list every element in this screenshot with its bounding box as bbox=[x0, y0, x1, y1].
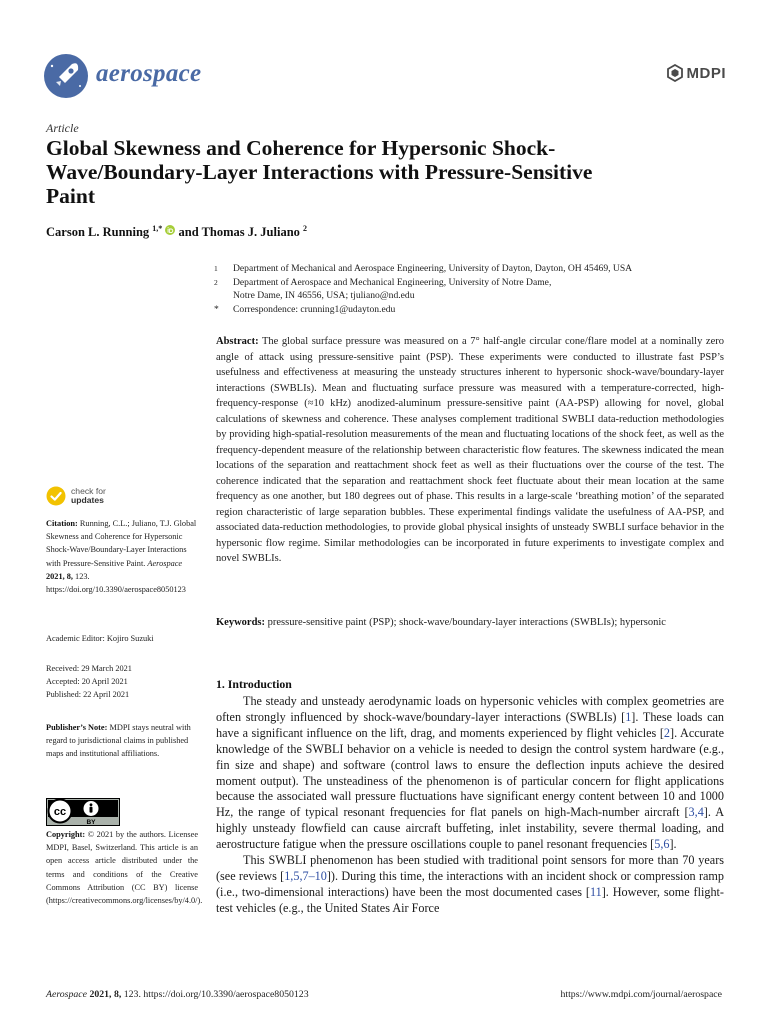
affiliation-item bbox=[214, 262, 714, 276]
copyright-text: © 2021 by the authors. Licensee MDPI, Basel, Switzerland. This article is an open access article distributed under the terms and conditions of the Creative Commons Attribution (CC BY) license (https://creativecommons.org/licenses/by/4.0/). bbox=[46, 830, 203, 906]
rocket-logo-icon bbox=[42, 52, 90, 100]
page-title: Global Skewness and Coherence for Hypersonic Shock-Wave/Boundary-Layer Interactions with Pressure-Sensitive Paint bbox=[46, 136, 593, 208]
svg-text:cc: cc bbox=[53, 806, 67, 819]
section-heading: 1. Introduction bbox=[216, 677, 292, 691]
introduction-body bbox=[216, 694, 724, 917]
orcid-icon[interactable] bbox=[165, 224, 175, 239]
citation-link[interactable]: 1,5,7–10 bbox=[284, 868, 327, 883]
footer-year-volume: 2021, 8, bbox=[89, 989, 122, 1000]
publisher-note-text: MDPI stays neutral with regard to jurisdictional claims in published maps and institutional affiliations. bbox=[46, 723, 191, 759]
citation-year-volume: 2021, 8, bbox=[46, 571, 73, 581]
citation-link[interactable]: 1 bbox=[625, 709, 632, 724]
author-name[interactable]: Carson L. Running bbox=[46, 225, 150, 240]
affiliation-item bbox=[214, 289, 714, 303]
text-run: ]. These loads can have a significant influence on the lift, drag, and moments experienced by flight vehicles [ bbox=[216, 709, 725, 740]
affiliation-mark bbox=[214, 289, 233, 303]
affiliation-text: Department of Mechanical and Aerospace Engineering, University of Dayton, Dayton, OH 45469, USA bbox=[233, 263, 633, 274]
author-list bbox=[46, 224, 307, 240]
text-run: ]. Accurate knowledge of the SWBLI behavior on a vehicle is needed to design the control system hardware (e.g., fin size and shape) and software (control laws to ensure the deflection inputs achieve the desired moment output). The unsteadiness of the phenomenon is of particular concern for flight applications because the associated wall pressure fluctuations have significant energy content between 10 and 1000 Hz, the range of typical resonant frequencies for flat panels on high-Mach-number aircraft [ bbox=[216, 725, 724, 820]
citation-link[interactable]: 5,6 bbox=[654, 837, 670, 852]
text-run: ]). During this time, the interactions with an incident shock or compression ramp (i.e., two-dimensional interactions) have been the most documented cases [ bbox=[216, 868, 724, 899]
accepted-date: Accepted: 20 April 2021 bbox=[46, 677, 128, 687]
affiliations bbox=[214, 262, 714, 316]
affiliation-item bbox=[214, 303, 714, 317]
publisher-note bbox=[46, 721, 198, 761]
footer-journal: Aerospace bbox=[46, 989, 87, 1000]
copyright-block bbox=[46, 828, 203, 907]
abstract bbox=[216, 334, 724, 567]
cc-by-license-icon[interactable] bbox=[46, 798, 120, 826]
abstract-text: The global surface pressure was measured on a 7° half-angle circular cone/flare model at a nominally zero angle of attack using pressure-sensitive paint (PSP). These experiments were conducted to illustrate fast PSP’s usefulness and effectiveness at measuring the unsteady structures inherent to hypersonic shock-wave/boundary-layer interactions (SWBLIs). Mean and fluctuating surface pressure was measured with a temperature-corrected, high-frequency-response (≈10 kHz) anodized-aluminum pressure-sensitive paint (AA-PSP) allowing for novel, global calculations of skewness and coherence. These analyses complement traditional SWBLI data-reduction methodologies by providing high-spatial-resolution measurements of the mean and fluctuating locations of the shock feet, as well as the frequency-dependent measure of the relationship between characteristic flow features. The skewness indicated the mean locations of the separation and reattachment shock feet as well as their fluctuations over the course of the test. The coherence indicated that the separation and reattachment shock feet fluctuate about their mean location at the same frequency as one another, but 180 degrees out of phase. This results in a large-scale ‘breathing motion’ of the separated region characteristic of large separation bubbles. These experimental findings validate the usefulness of AA-PSP, and associated data-reduction methodologies, to provide global physical insights of unsteady SWBLI surface behavior in the hypersonic flow regime. Similar methodologies can be incorporated in future experiments to investigate complex and novel SWBLIs. bbox=[216, 336, 724, 564]
correspondence-text: Correspondence: crunning1@udayton.edu bbox=[233, 303, 396, 315]
keywords-label: Keywords: bbox=[216, 617, 265, 628]
citation-text: Running, C.L.; Juliano, T.J. Global Skewness and Coherence for Hypersonic Shock-Wave/Boundary-Layer Interactions with Pressure-Sensitive Paint. bbox=[46, 519, 197, 568]
check-updates-bottom: updates bbox=[71, 495, 104, 505]
citation-link[interactable]: 11 bbox=[589, 884, 602, 899]
academic-editor: Academic Editor: Kojiro Suzuki bbox=[46, 634, 154, 643]
author-superscript: 1,* bbox=[152, 224, 163, 233]
received-date: Received: 29 March 2021 bbox=[46, 664, 132, 673]
citation-label: Citation: bbox=[46, 519, 78, 528]
text-run: ]. A highly unsteady flowfield can cause aircraft buffeting, inlet instability, severe thermal loading, and aerostructure fatigue when the pressure oscillations couple to panel resonant frequencies [ bbox=[216, 805, 724, 852]
footer-url[interactable]: https://www.mdpi.com/journal/aerospace bbox=[560, 989, 722, 1000]
copyright-label: Copyright: bbox=[46, 830, 86, 839]
dates-block bbox=[46, 662, 198, 702]
paragraph bbox=[216, 694, 724, 853]
footer-doi[interactable]: 123. https://doi.org/10.3390/aerospace8050123 bbox=[123, 989, 309, 1000]
text-run: This SWBLI phenomenon has been studied with traditional point sensors for more than 70 years (see reviews [ bbox=[216, 853, 724, 883]
paragraph bbox=[216, 853, 724, 917]
citation-doi[interactable]: 123. https://doi.org/10.3390/aerospace8050123 bbox=[46, 571, 186, 595]
text-run: ]. bbox=[669, 837, 677, 852]
affiliation-text: Notre Dame, IN 46556, USA; tjuliano@nd.edu bbox=[233, 290, 415, 301]
check-updates-top: check for bbox=[71, 486, 106, 496]
citation-journal: Aerospace bbox=[147, 558, 183, 568]
affiliation-item bbox=[214, 276, 714, 290]
mdpi-logo-icon bbox=[666, 64, 684, 82]
author-name[interactable]: and Thomas J. Juliano bbox=[178, 225, 300, 240]
affiliation-text: Department of Aerospace and Mechanical Engineering, University of Notre Dame, bbox=[233, 276, 552, 288]
keywords bbox=[216, 615, 724, 630]
text-run: ]. However, some flight-test vehicles (e.g., the United States Air Force bbox=[216, 884, 724, 915]
citation-link[interactable]: 2 bbox=[663, 725, 671, 740]
abstract-label: Abstract: bbox=[216, 336, 259, 347]
cc-by-text: BY bbox=[86, 818, 96, 826]
citation-block bbox=[46, 517, 198, 596]
publisher-note-label: Publisher’s Note: bbox=[46, 723, 108, 732]
footer-citation bbox=[46, 989, 309, 1000]
text-run: The steady and unsteady aerodynamic loads on hypersonic vehicles with complex geometries are often strongly influenced by shock-wave/boundary-layer interactions (SWBLIs) [ bbox=[216, 694, 724, 724]
affiliation-mark: 1 bbox=[214, 264, 218, 273]
author-superscript: 2 bbox=[303, 224, 308, 233]
publisher-name: MDPI bbox=[686, 64, 726, 82]
journal-name: aerospace bbox=[96, 60, 202, 87]
affiliation-mark: 2 bbox=[214, 277, 218, 287]
affiliation-mark: * bbox=[214, 303, 219, 315]
published-date: Published: 22 April 2021 bbox=[46, 690, 130, 700]
keywords-text: pressure-sensitive paint (PSP); shock-wave/boundary-layer interactions (SWBLIs); hypersonic bbox=[267, 617, 666, 628]
publisher-logo bbox=[666, 64, 727, 82]
check-for-updates-button[interactable] bbox=[46, 486, 106, 506]
article-type: Article bbox=[46, 121, 79, 135]
citation-link[interactable]: 3,4 bbox=[688, 805, 704, 820]
check-updates-icon bbox=[46, 486, 66, 506]
